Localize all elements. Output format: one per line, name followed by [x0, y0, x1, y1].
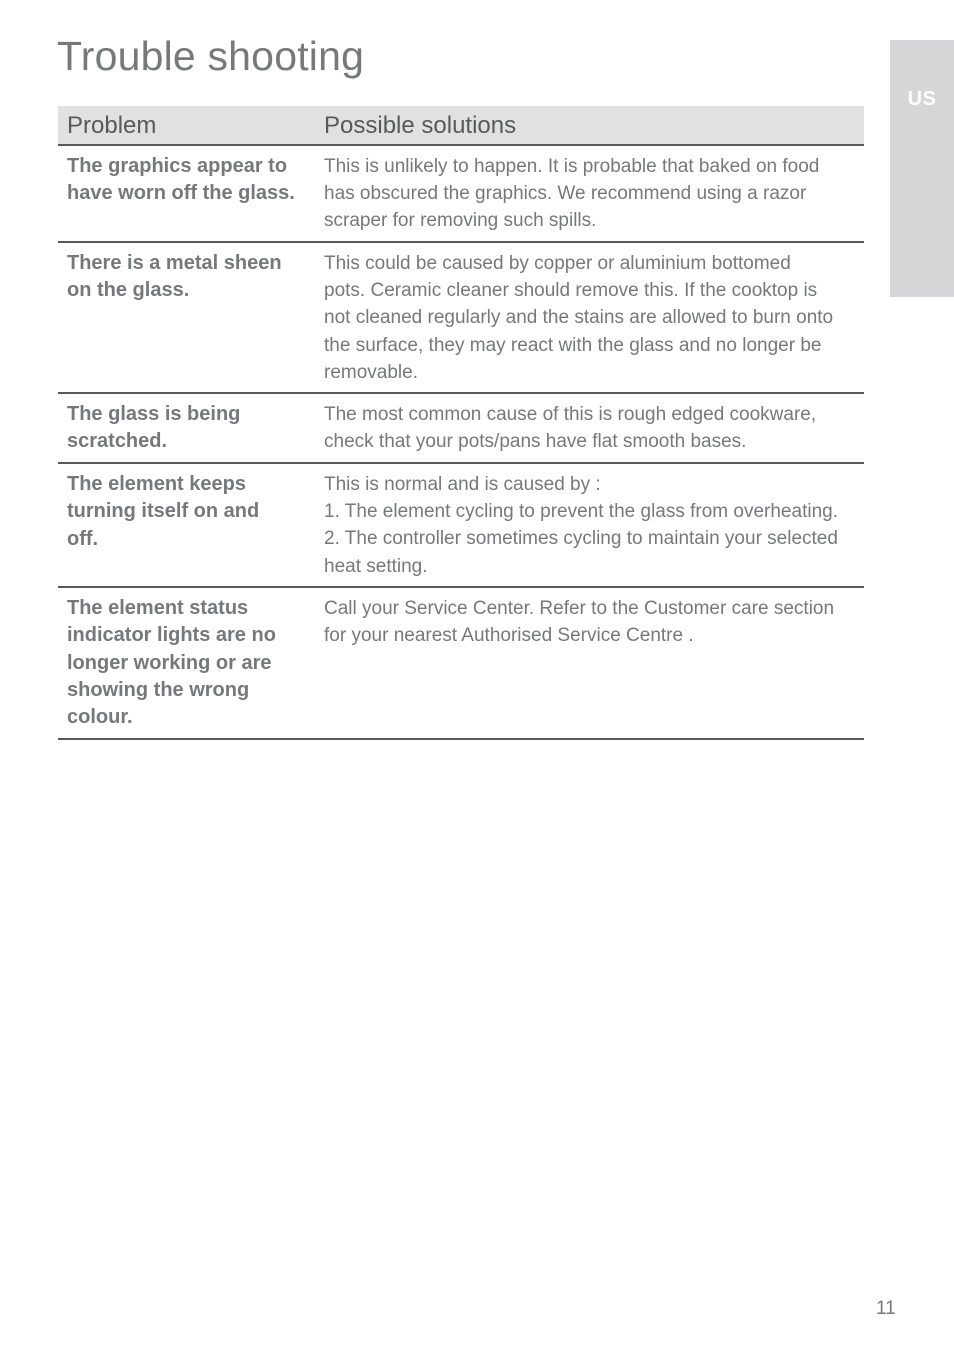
- solution-text-line: This could be caused by copper or aluminium bottomed: [324, 253, 791, 274]
- solution-text-line: The most common cause of this is rough edged cookware,: [324, 404, 817, 425]
- solution-text-line: check that your pots/pans have flat smooth bases.: [324, 431, 747, 453]
- table-row: [58, 588, 864, 740]
- solution-text-line: pots. Ceramic cleaner should remove this. If the cooktop is: [324, 280, 818, 302]
- solution-text-line: This is normal and is caused by :: [324, 474, 601, 495]
- problem-cell: [58, 146, 324, 241]
- problem-text-line: showing the wrong: [67, 678, 250, 701]
- solution-text-line: This is unlikely to happen. It is probable that baked on food: [324, 156, 820, 177]
- problem-text-line: The element status: [67, 597, 249, 619]
- region-tab-label: US: [907, 88, 937, 110]
- solution-cell: [324, 146, 864, 241]
- problem-text-line: off.: [67, 527, 99, 550]
- solution-text-line: scraper for removing such spills.: [324, 210, 597, 232]
- problem-text-line: longer working or are: [67, 651, 272, 674]
- page-title: Trouble shooting: [57, 33, 365, 79]
- solution-text-line: for your nearest Authorised Service Centre .: [324, 625, 694, 647]
- problem-cell: [58, 243, 324, 392]
- problem-cell: [58, 464, 324, 586]
- region-tab: [890, 40, 954, 297]
- problem-text-line: The graphics appear to: [67, 155, 288, 177]
- solution-text-line: removable.: [324, 361, 418, 383]
- troubleshooting-table: [58, 106, 864, 740]
- problem-text-line: The element keeps: [67, 473, 246, 495]
- problem-text-line: The glass is being: [67, 403, 241, 425]
- problem-text-line: on the glass.: [67, 279, 190, 302]
- table-row: [58, 243, 864, 394]
- table-row: [58, 464, 864, 588]
- problem-text-line: colour.: [67, 706, 133, 729]
- column-header-solutions: Possible solutions: [324, 112, 517, 139]
- solution-cell: [324, 243, 864, 392]
- solution-cell: [324, 464, 864, 586]
- solution-text-line: 1. The element cycling to prevent the glass from overheating.: [324, 501, 838, 523]
- solution-text-line: has obscured the graphics. We recommend using a razor: [324, 183, 807, 205]
- problem-cell: [58, 588, 324, 738]
- solution-cell: [324, 588, 864, 738]
- problem-cell: [58, 394, 324, 462]
- table-row: [58, 146, 864, 243]
- solution-text-line: heat setting.: [324, 555, 428, 577]
- page-number: 11: [876, 1298, 896, 1319]
- table-row: [58, 394, 864, 464]
- problem-text-line: There is a metal sheen: [67, 252, 282, 274]
- problem-text-line: have worn off the glass.: [67, 182, 295, 205]
- problem-text-line: turning itself on and: [67, 500, 260, 523]
- problem-text-line: scratched.: [67, 430, 168, 453]
- solution-text-line: the surface, they may react with the glass and no longer be: [324, 334, 822, 356]
- solution-text-line: 2. The controller sometimes cycling to maintain your selected: [324, 528, 838, 550]
- solution-text-line: not cleaned regularly and the stains are allowed to burn onto: [324, 307, 834, 329]
- solution-cell: [324, 394, 864, 462]
- column-header-problem: Problem: [67, 112, 157, 139]
- problem-text-line: indicator lights are no: [67, 624, 276, 647]
- solution-text-line: Call your Service Center. Refer to the Customer care section: [324, 598, 835, 619]
- table-header: [58, 106, 864, 146]
